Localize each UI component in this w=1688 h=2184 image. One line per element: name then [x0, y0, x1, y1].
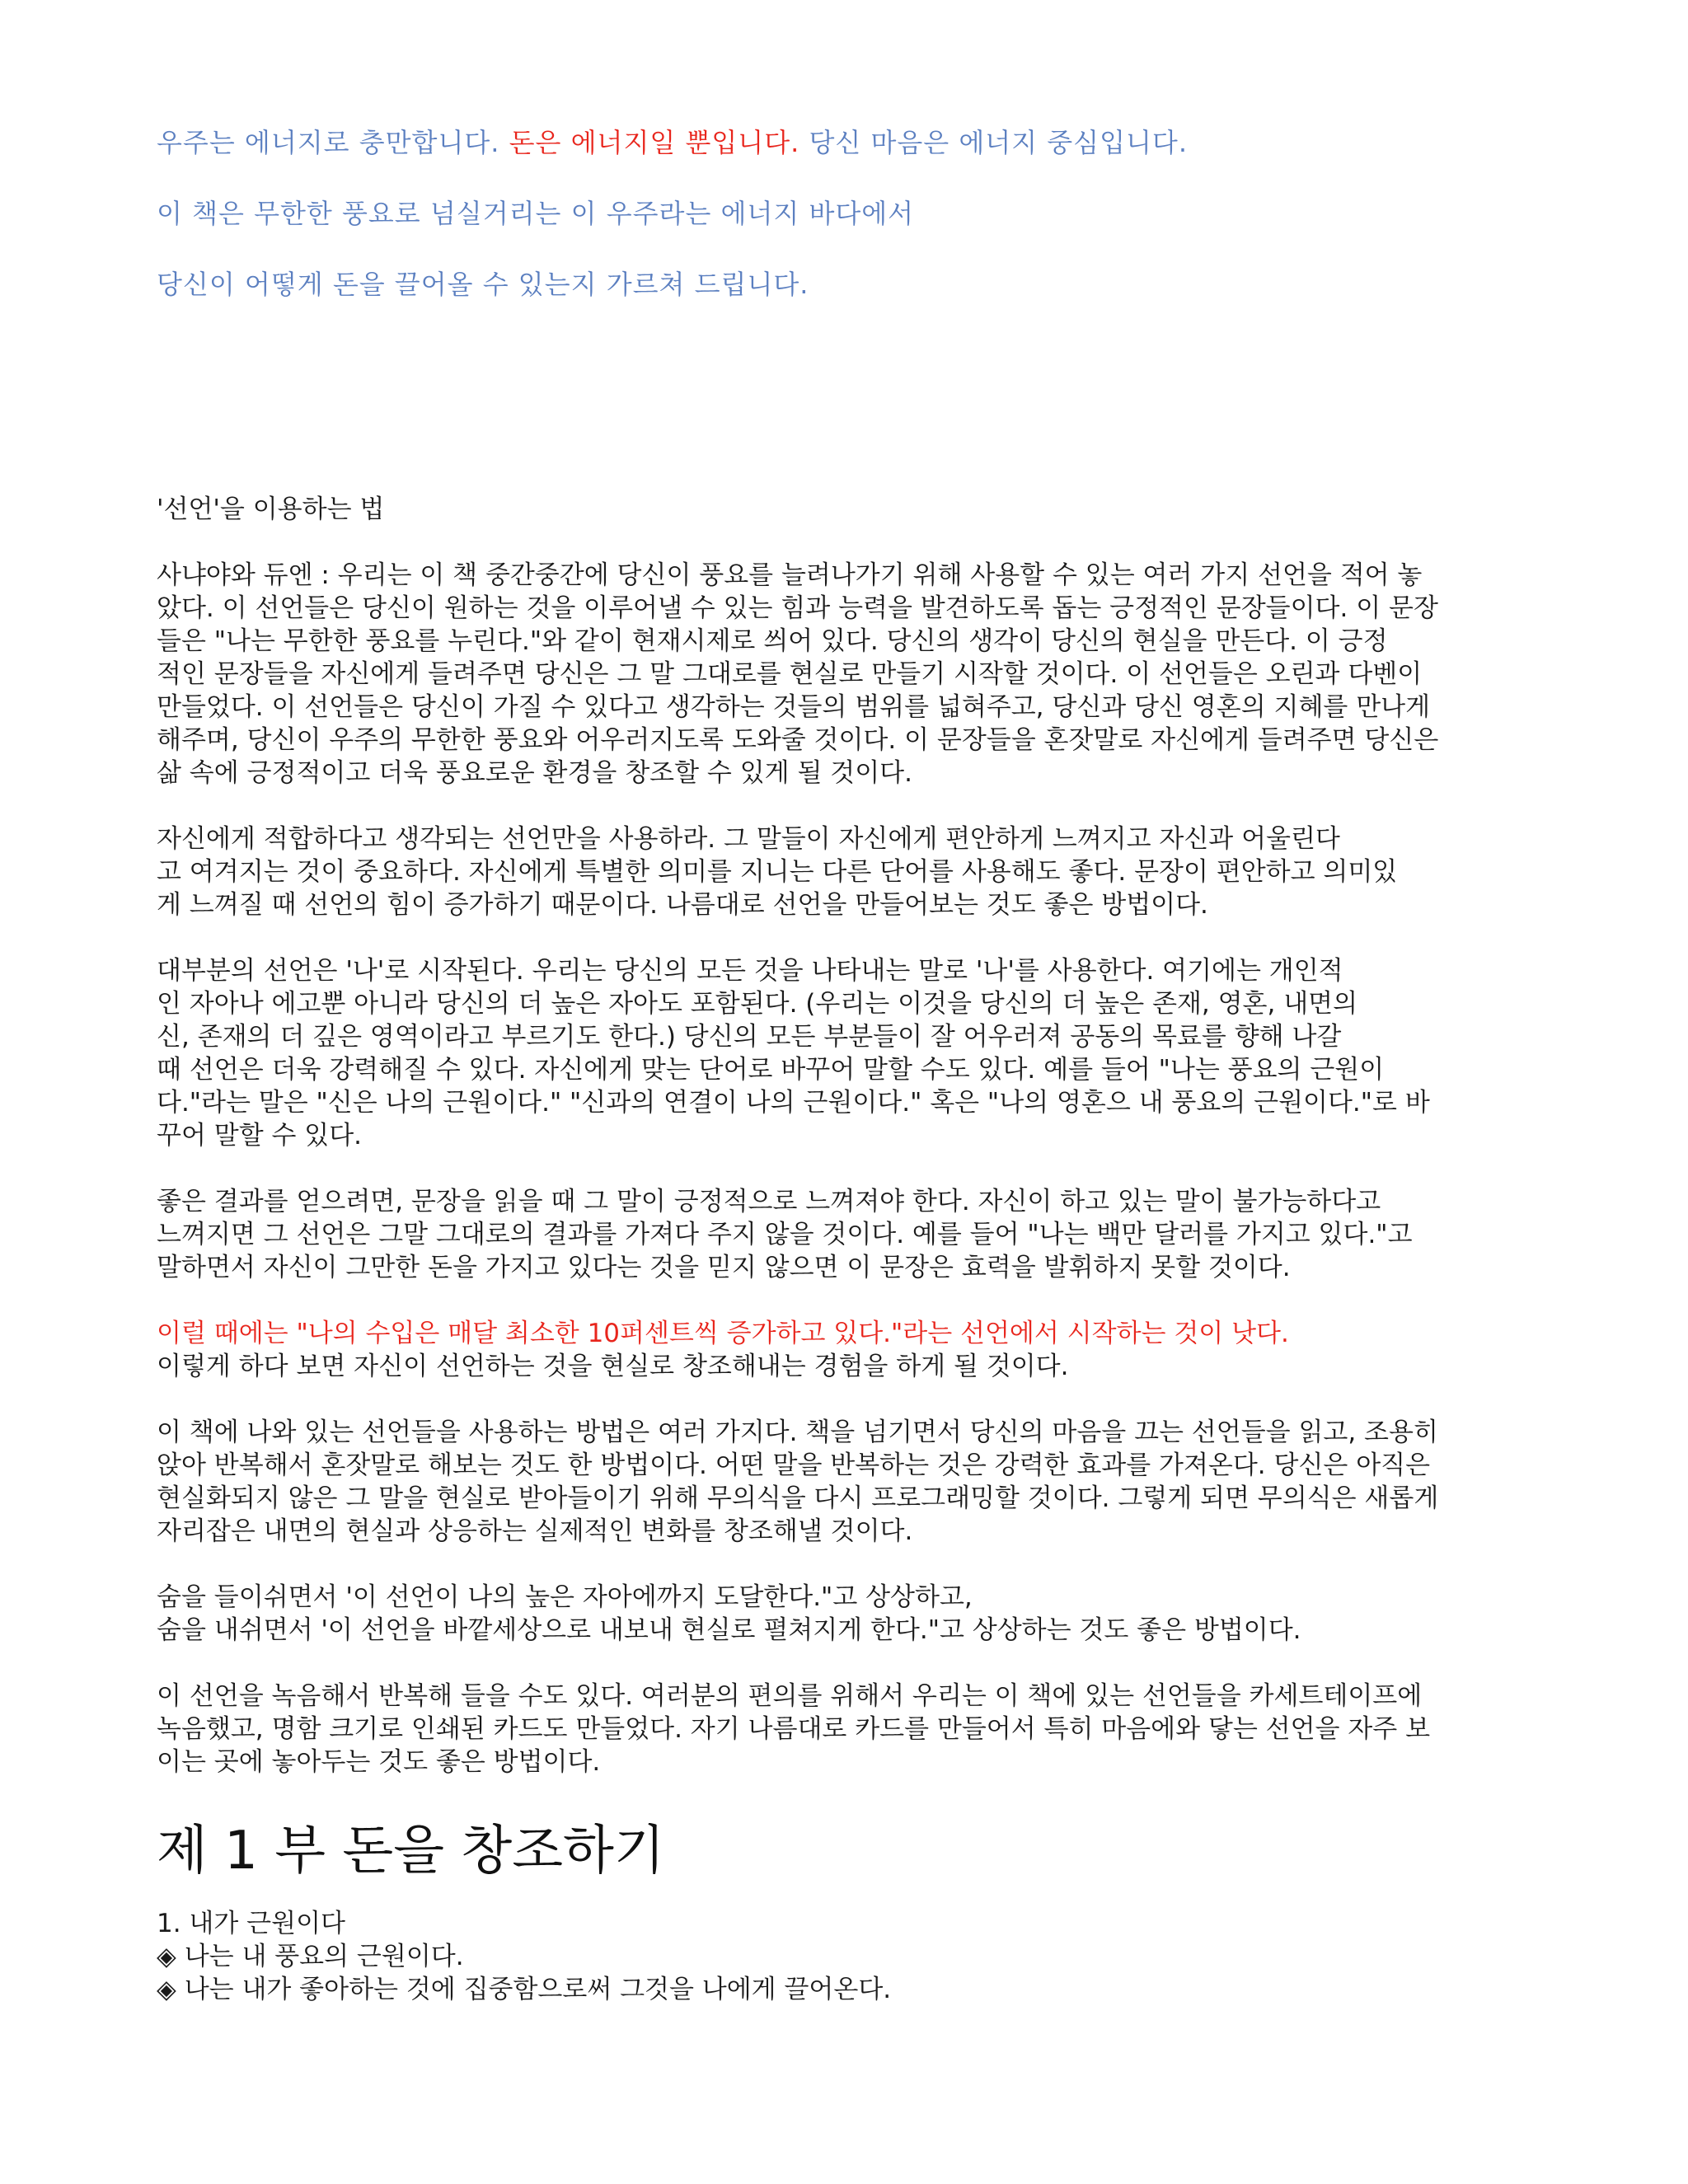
- text-line: 삶 속에 긍정적이고 더욱 풍요로운 환경을 창조할 수 있게 될 것이다.: [157, 758, 912, 788]
- intro-line-1: [157, 124, 1607, 162]
- text-line: 적인 문장들을 자신에게 들려주면 당신은 그 말 그대로를 현실로 만들기 시작할 것이다. 이 선언들은 오린과 다벤이: [157, 659, 1423, 689]
- intro-line-2: 이 책은 무한한 풍요로 넘실거리는 이 우주라는 에너지 바다에서: [157, 198, 915, 229]
- text-line: 대부분의 선언은 '나'로 시작된다. 우리는 당신의 모든 것을 나타내는 말로 '나'를 사용한다. 여기에는 개인적: [157, 956, 1343, 986]
- text-line: 자신에게 적합하다고 생각되는 선언만을 사용하라. 그 말들이 자신에게 편안하게 느껴지고 자신과 어울린다: [157, 824, 1340, 854]
- paragraph-7: [157, 1581, 1607, 1647]
- text-line: 들은 "나는 무한한 풍요를 누린다."와 같이 현재시제로 씌어 있다. 당신의 생각이 당신의 현실을 만든다. 이 긍정: [157, 626, 1388, 656]
- text-line: 사냐야와 듀엔 : 우리는 이 책 중간중간에 당신이 풍요를 늘려나가기 위해 사용할 수 있는 여러 가지 선언을 적어 놓: [157, 560, 1423, 590]
- text-line: 자리잡은 내면의 현실과 상응하는 실제적인 변화를 창조해낼 것이다.: [157, 1516, 913, 1546]
- paragraph-5: [157, 1317, 1607, 1383]
- text-line: 게 느껴질 때 선언의 힘이 증가하기 때문이다. 나름대로 선언을 만들어보는 것도 좋은 방법이다.: [157, 890, 1208, 920]
- text-line: 만들었다. 이 선언들은 당신이 가질 수 있다고 생각하는 것들의 범위를 넓혀주고, 당신과 당신 영혼의 지혜를 만나게: [157, 692, 1431, 722]
- text-line: 앉아 반복해서 혼잣말로 해보는 것도 한 방법이다. 어떤 말을 반복하는 것은 강력한 효과를 가져온다. 당신은 아직은: [157, 1451, 1431, 1480]
- text-line: 이렇게 하다 보면 자신이 선언하는 것을 현실로 창조해내는 경험을 하게 될 것이다.: [157, 1352, 1069, 1381]
- text-line: 말하면서 자신이 그만한 돈을 가지고 있다는 것을 믿지 않으면 이 문장은 효력을 발휘하지 못할 것이다.: [157, 1253, 1291, 1282]
- text-line: 해주며, 당신이 우주의 무한한 풍요와 어우러지도록 도와줄 것이다. 이 문장들을 혼잣말로 자신에게 들려주면 당신은: [157, 725, 1439, 755]
- bullet-item: ◈ 나는 내가 좋아하는 것에 집중함으로써 그것을 나에게 끌어온다.: [157, 1975, 892, 2004]
- bullet-item: ◈ 나는 내 풍요의 근원이다.: [157, 1942, 464, 1971]
- paragraph-2: [157, 823, 1607, 921]
- text-line: 이는 곳에 놓아두는 것도 좋은 방법이다.: [157, 1747, 601, 1777]
- text-line: 좋은 결과를 얻으려면, 문장을 읽을 때 그 말이 긍정적으로 느껴져야 한다. 자신이 하고 있는 말이 불가능하다고: [157, 1187, 1381, 1216]
- text-line: 이 책에 나와 있는 선언들을 사용하는 방법은 여러 가지다. 책을 넘기면서 당신의 마음을 끄는 선언들을 읽고, 조용히: [157, 1418, 1438, 1447]
- chapter-list: [157, 1907, 1607, 2006]
- paragraph-4: [157, 1185, 1607, 1284]
- text-line: 느껴지면 그 선언은 그말 그대로의 결과를 가져다 주지 않을 것이다. 예를 들어 "나는 백만 달러를 가지고 있다."고: [157, 1220, 1413, 1249]
- chapter-title: 제 1 부 돈을 창조하기: [157, 1821, 665, 1882]
- paragraph-8: [157, 1680, 1607, 1779]
- document-page: [157, 124, 1607, 2006]
- text-line: 숨을 내쉬면서 '이 선언을 바깥세상으로 내보내 현실로 펼쳐지게 한다."고 상상하는 것도 좋은 방법이다.: [157, 1615, 1301, 1645]
- paragraph-3: [157, 954, 1607, 1152]
- intro-highlight: 돈은 에너지일 뿐입니다.: [499, 127, 800, 158]
- text-line: 이 선언을 녹음해서 반복해 들을 수도 있다. 여러분의 편의를 위해서 우리는 이 책에 있는 선언들을 카세트테이프에: [157, 1681, 1423, 1711]
- text-line: 녹음했고, 명함 크기로 인쇄된 카드도 만들었다. 자기 나름대로 카드를 만들어서 특히 마음에와 닿는 선언을 자주 보: [157, 1714, 1431, 1744]
- text-line: 숨을 들이쉬면서 '이 선언이 나의 높은 자아에까지 도달한다."고 상상하고,: [157, 1582, 973, 1612]
- paragraph-1: [157, 559, 1607, 790]
- text-line: 았다. 이 선언들은 당신이 원하는 것을 이루어낼 수 있는 힘과 능력을 발견하도록 돕는 긍정적인 문장들이다. 이 문장: [157, 593, 1438, 623]
- highlighted-line: 이럴 때에는 "나의 수입은 매달 최소한 10퍼센트씩 증가하고 있다."라는 선언에서 시작하는 것이 낫다.: [157, 1319, 1289, 1348]
- intro-text: 우주는 에너지로 충만합니다.: [157, 127, 500, 158]
- text-line: 신, 존재의 더 깊은 영역이라고 부르기도 한다.) 당신의 모든 부분들이 잘 어우러져 공동의 목료를 향해 나갈: [157, 1022, 1342, 1052]
- intro-text: 당신 마음은 에너지 중심입니다.: [799, 127, 1188, 158]
- item-title: 1. 내가 근원이다: [157, 1909, 345, 1938]
- spacer: [157, 336, 1607, 493]
- text-line: 때 선언은 더욱 강력해질 수 있다. 자신에게 맞는 단어로 바꾸어 말할 수도 있다. 예를 들어 "나는 풍요의 근원이: [157, 1055, 1385, 1085]
- intro-line-3: 당신이 어떻게 돈을 끌어올 수 있는지 가르쳐 드립니다.: [157, 269, 809, 300]
- text-line: 현실화되지 않은 그 말을 현실로 받아들이기 위해 무의식을 다시 프로그래밍할 것이다. 그렇게 되면 무의식은 새롭게: [157, 1483, 1439, 1513]
- text-line: 다."라는 말은 "신은 나의 근원이다." "신과의 연결이 나의 근원이다." 혹은 "나의 영혼으 내 풍요의 근원이다."로 바: [157, 1088, 1430, 1118]
- section-title: '선언'을 이용하는 법: [157, 494, 385, 524]
- text-line: 고 여겨지는 것이 중요하다. 자신에게 특별한 의미를 지니는 다른 단어를 사용해도 좋다. 문장이 편안하고 의미있: [157, 857, 1398, 887]
- text-line: 인 자아나 에고뿐 아니라 당신의 더 높은 자아도 포함된다. (우리는 이것을 당신의 더 높은 존재, 영혼, 내면의: [157, 989, 1358, 1019]
- paragraph-6: [157, 1416, 1607, 1548]
- text-line: 꾸어 말할 수 있다.: [157, 1121, 363, 1151]
